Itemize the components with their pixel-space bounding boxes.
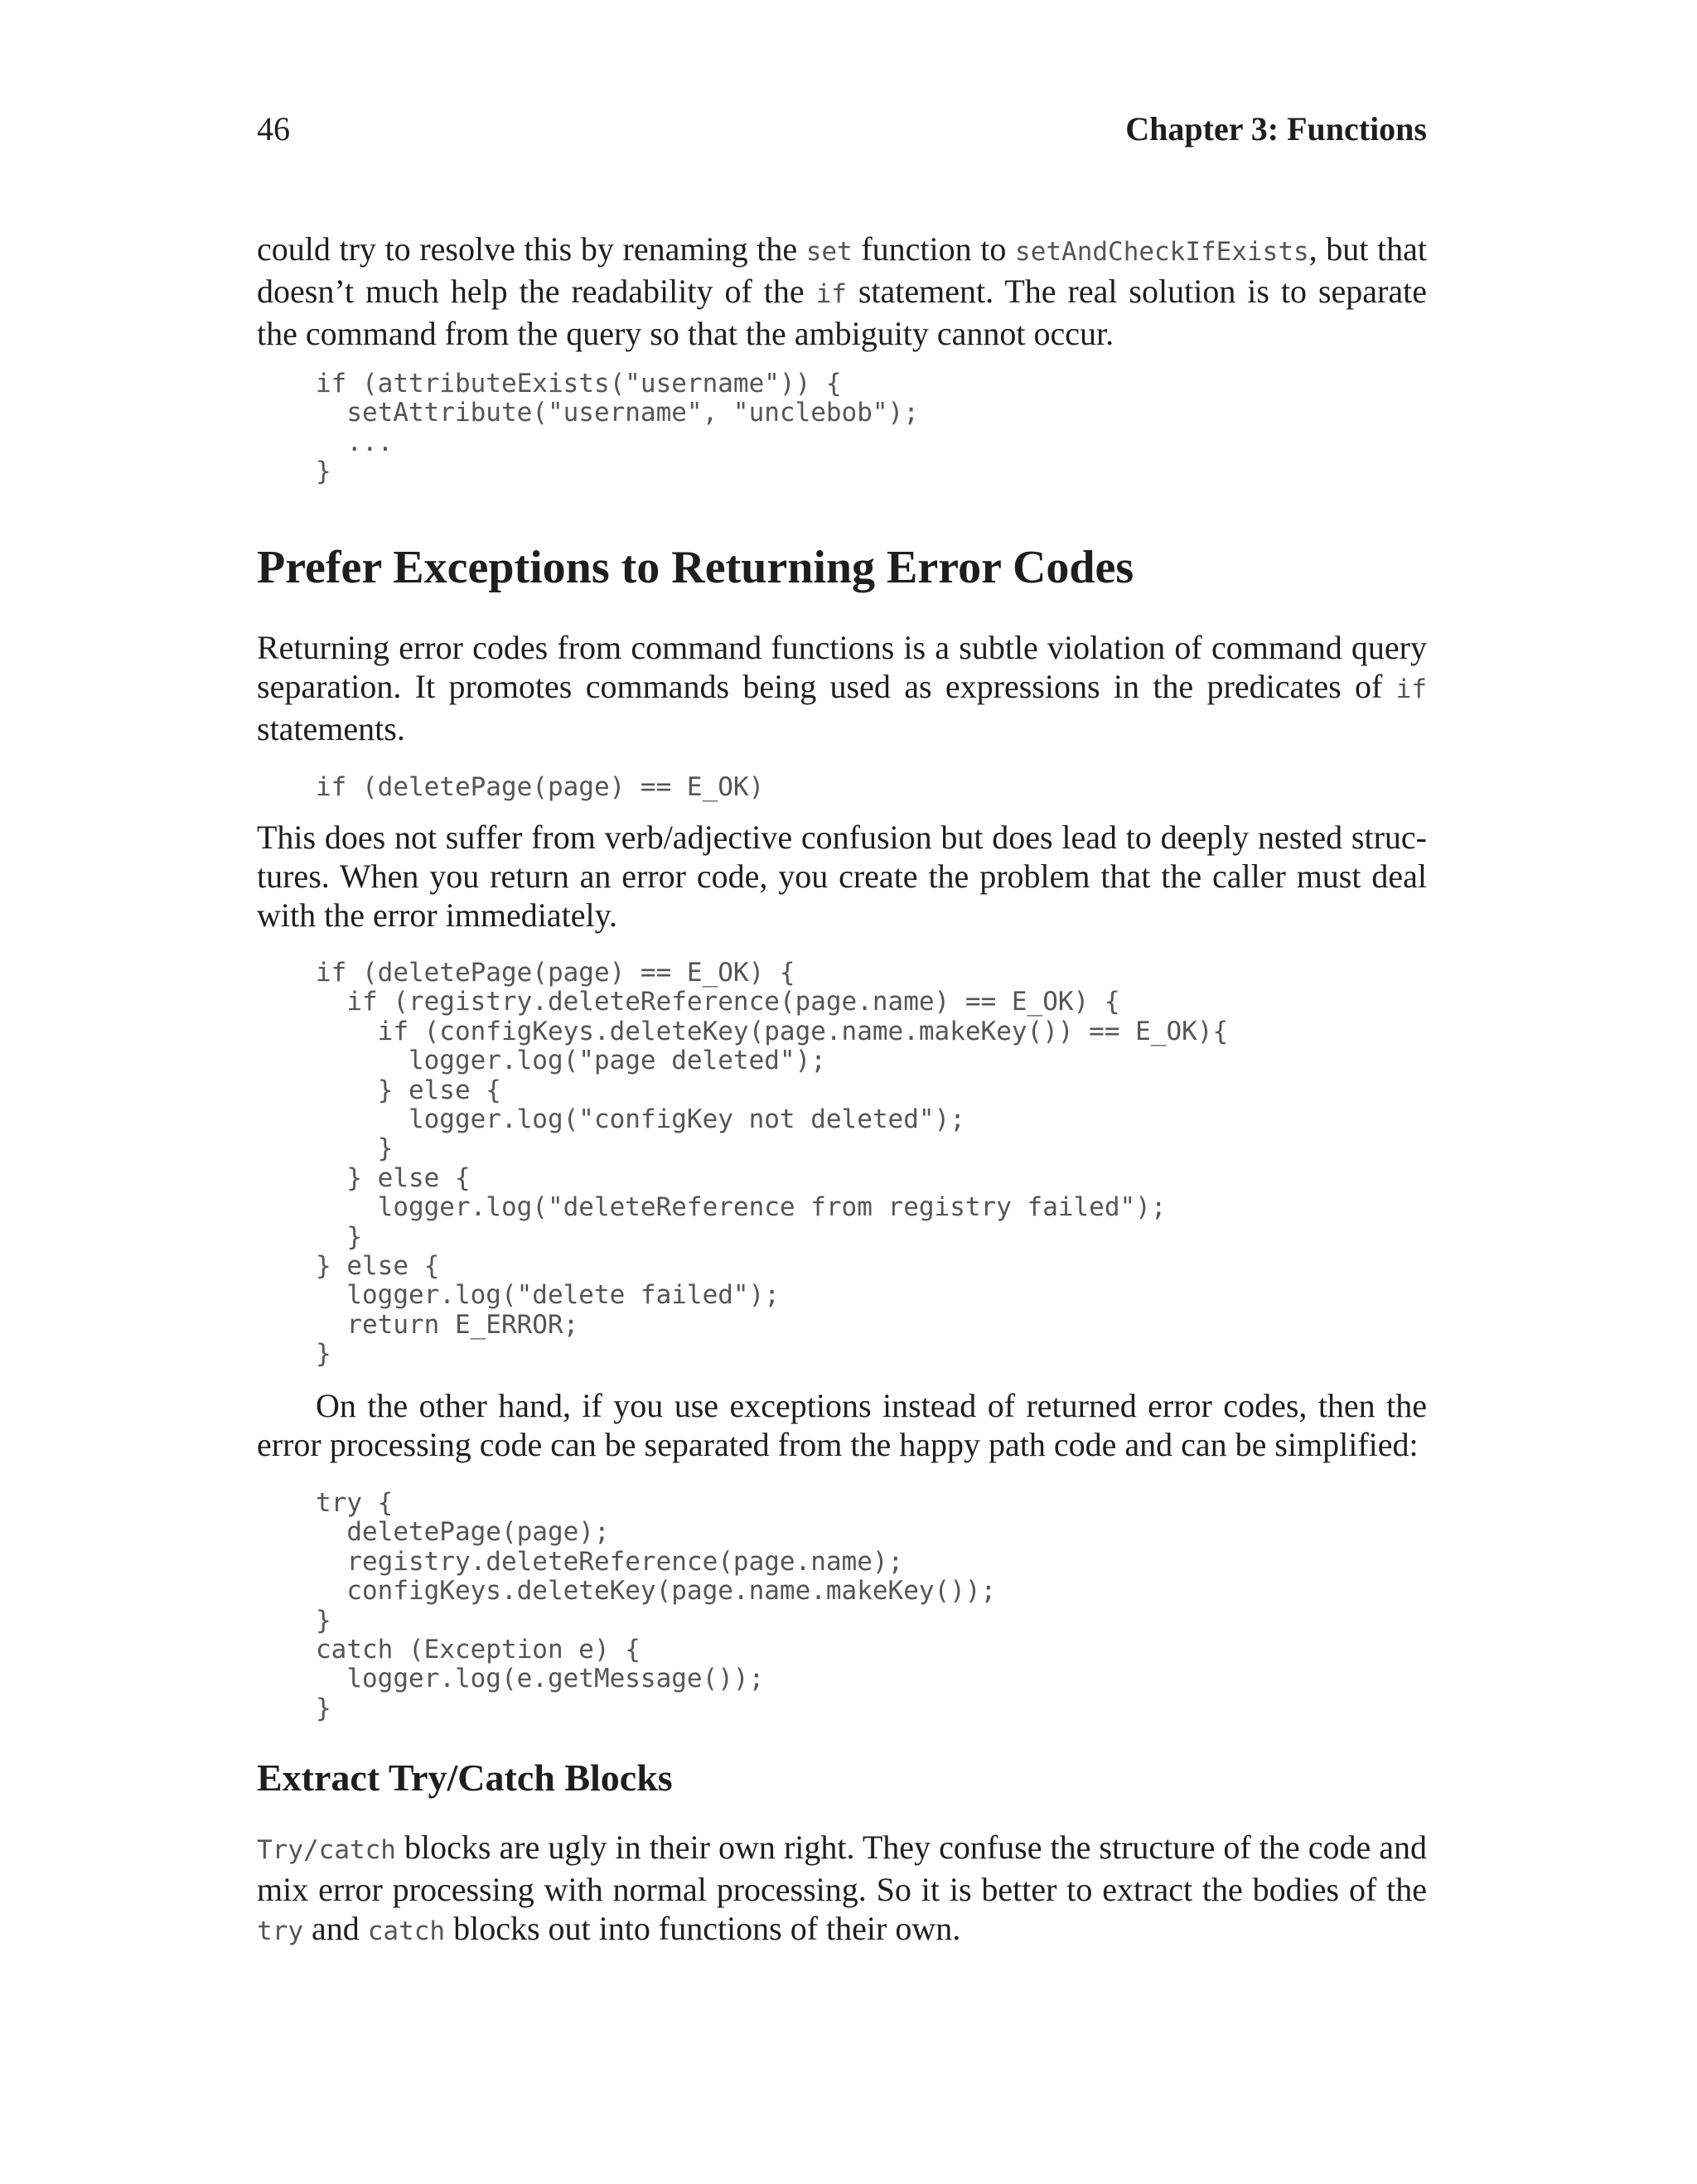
section-heading: Prefer Exceptions to Returning Error Codes (257, 542, 1134, 593)
inline-code: try (257, 1916, 303, 1946)
paragraph-5-block (257, 1828, 1427, 1951)
code-listing-1: if (attributeExists("username")) { setAttribute("username", "unclebob"); ... } (316, 369, 919, 487)
inline-code: if (815, 279, 847, 309)
code-block-nested-errors (257, 959, 1427, 1370)
paragraph-3: This does not suffer from verb/adjective confusion but does lead to deeply nested structures. When you return an error code, you create the problem that the caller must deal with the error immediately. (257, 819, 1427, 934)
section-heading-block (257, 540, 1427, 595)
code-listing-4: try { deletePage(page); registry.deleteReference(page.name); configKeys.deleteKey(page.name.makeKey()); } catch (Exception e) { logger.log(e.getMessage()); } (316, 1488, 997, 1723)
running-head (257, 109, 1427, 156)
code-block-try-catch (257, 1489, 1427, 1723)
code-listing-2: if (deletePage(page) == E_OK) (316, 772, 765, 802)
paragraph-5: Try/catch blocks are ugly in their own right. They confuse the structure of the code and mix error processing with normal processing. So it is better to extract the bodies of the try and catch blocks out into functions of their own. (257, 1829, 1427, 1947)
paragraph-4-block (257, 1386, 1427, 1464)
paragraph-4: On the other hand, if you use exceptions instead of returned error codes, then the error processing code can be separated from the happy path code and can be simplified: (257, 1387, 1427, 1463)
inline-code: catch (367, 1916, 446, 1946)
chapter-title: Chapter 3: Functions (1125, 110, 1427, 147)
page-number: 46 (257, 110, 290, 147)
code-listing-3: if (deletePage(page) == E_OK) { if (registry.deleteReference(page.name) == E_OK) { if (configKeys.deleteKey(page.name.makeKey()) == E_OK){ logger.log("page deleted"); } else { logger.log("configKey not deleted"); } } else { logger.log("deleteReference from registry failed"); } } else { logger.log("delete failed"); return E_ERROR; } (316, 958, 1229, 1370)
paragraph-2: Returning error codes from command functions is a subtle violation of command query separation. It promotes commands being used as expressions in the predicates of if statements. (257, 629, 1427, 747)
intro-paragraph: could try to resolve this by renaming the set function to setAndCheckIfExists, but that doesn’t much help the readability of the if statement. The real solution is to separate the command from the query so that the ambiguity cannot occur. (257, 230, 1428, 352)
inline-code: if (1395, 674, 1427, 704)
code-block-delete-check (257, 773, 1427, 802)
inline-code: set (805, 237, 853, 267)
intro-paragraph-block (257, 230, 1427, 353)
subsection-heading-block (257, 1756, 1427, 1800)
subsection-heading: Extract Try/Catch Blocks (257, 1756, 673, 1799)
paragraph-3-block (257, 818, 1427, 935)
paragraph-2-block (257, 628, 1427, 748)
inline-code: Try/catch (257, 1835, 396, 1865)
code-block-attribute-check (257, 370, 1427, 487)
inline-code: setAndCheckIfExists (1015, 237, 1309, 267)
